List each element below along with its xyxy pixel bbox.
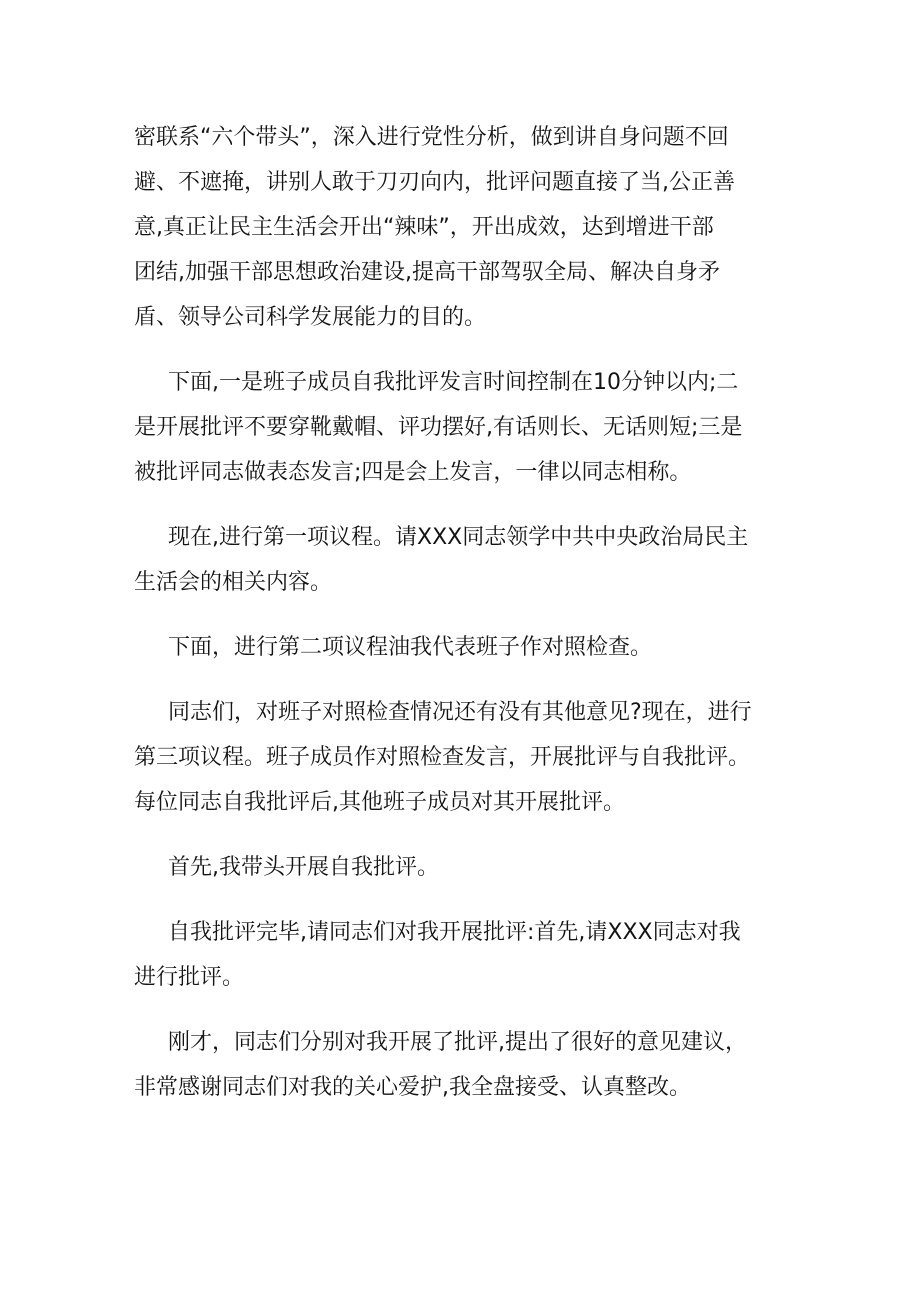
text-line: 下面，进行第二项议程油我代表班子作对照检查。 — [168, 635, 653, 660]
text-line: 被批评同志做表态发言;四是会上发言，一律以同志相称。 — [134, 460, 692, 485]
paragraph — [134, 910, 794, 1000]
text-line: 同志们，对班子对照检查情况还有没有其他意见?现在，进行 — [168, 700, 752, 725]
text-line: 生活会的相关内容。 — [134, 570, 333, 595]
text-line: 团结,加强干部思想政治建设,提高干部驾驭全局、解决自身矛 — [134, 260, 720, 285]
text-line: 刚才，同志们分别对我开展了批评,提出了很好的意见建议， — [168, 1030, 747, 1055]
text-line: 非常感谢同志们对我的关心爱护,我全盘接受、认真整改。 — [134, 1075, 691, 1100]
text-line: 避、不遮掩，讲别人敢于刀刃向内，批评问题直接了当,公正善 — [134, 170, 735, 195]
text-line: 第三项议程。班子成员作对照检查发言，开展批评与自我批评。 — [134, 745, 751, 770]
text-line: 意,真正让民主生活会开出“辣味”，开出成效，达到增进干部 — [134, 215, 714, 240]
text-line: 进行批评。 — [134, 965, 245, 990]
text-line: 现在,进行第一项议程。请XXX同志领学中共中央政治局民主 — [168, 525, 749, 550]
paragraph — [134, 360, 794, 495]
text-line: 自我批评完毕,请同志们对我开展批评:首先,请XXX同志对我 — [168, 920, 741, 945]
text-line: 下面,一是班子成员自我批评发言时间控制在10分钟以内;二 — [168, 370, 739, 395]
paragraph — [134, 625, 794, 670]
text-line: 每位同志自我批评后,其他班子成员对其开展批评。 — [134, 790, 625, 815]
text-line: 首先,我带头开展自我批评。 — [168, 855, 439, 880]
text-line: 是开展批评不要穿靴戴帽、评功摆好,有话则长、无话则短;三是 — [134, 415, 743, 440]
paragraph — [134, 515, 794, 605]
text-line: 密联系“六个带头”，深入进行党性分析，做到讲自身问题不回 — [134, 125, 729, 150]
document-body — [134, 115, 794, 1130]
paragraph — [134, 690, 794, 825]
text-line: 盾、领导公司科学发展能力的目的。 — [134, 305, 487, 330]
paragraph — [134, 845, 794, 890]
paragraph — [134, 115, 794, 340]
paragraph — [134, 1020, 794, 1110]
